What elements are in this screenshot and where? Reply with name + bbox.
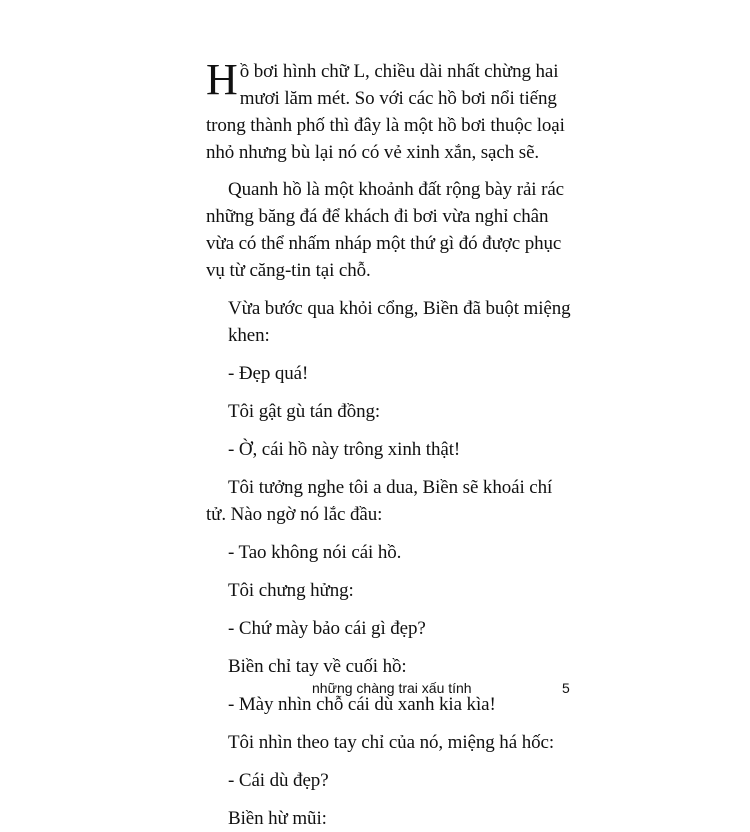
paragraph-2: Quanh hồ là một khoảnh đất rộng bày rải rác những băng đá để khách đi bơi vừa nghỉ chân vừa có thể nhấm nháp một thứ gì đó được phục vụ từ căng-tin tại chỗ.	[206, 179, 565, 281]
narration-line: Biền hừ mũi:	[228, 808, 327, 829]
narration-line: Tôi chưng hửng:	[228, 580, 354, 601]
paragraph-1-text: ồ bơi hình chữ L, chiều dài nhất chừng hai mươi lăm mét. So với các hồ bơi nổi tiếng trong thành phố thì đây là một hồ bơi thuộc loại nhỏ nhưng bù lại nó có vẻ xinh xắn, sạch sẽ.	[206, 61, 565, 163]
page-footer	[0, 680, 750, 704]
narration-line: Tôi nhìn theo tay chỉ của nó, miệng há hốc:	[228, 732, 555, 753]
drop-cap: H	[206, 55, 238, 104]
page-number: 5	[562, 680, 570, 696]
narration-line: Biền chỉ tay về cuối hồ:	[228, 656, 407, 677]
paragraph-3: Vừa bước qua khỏi cổng, Biền đã buột miệng khen:	[228, 298, 571, 346]
running-title: những chàng trai xấu tính	[312, 680, 472, 696]
dialogue-line: - Tao không nói cái hồ.	[228, 542, 402, 563]
paragraph-1	[206, 55, 574, 166]
dialogue-line: - Mày nhìn chỗ cái dù xanh kia kìa!	[228, 694, 496, 715]
dialogue-line: - Chứ mày bảo cái gì đẹp?	[228, 618, 426, 639]
dialogue-line: - Cái dù đẹp?	[228, 770, 329, 791]
body-text	[206, 55, 574, 832]
narration-line: Tôi gật gù tán đồng:	[228, 401, 381, 422]
dialogue-line: - Đẹp quá!	[228, 363, 309, 384]
dialogue-line: - Ờ, cái hồ này trông xinh thật!	[228, 439, 461, 460]
narration-paragraph: Tôi tưởng nghe tôi a dua, Biền sẽ khoái chí tử. Nào ngờ nó lắc đầu:	[206, 477, 553, 525]
